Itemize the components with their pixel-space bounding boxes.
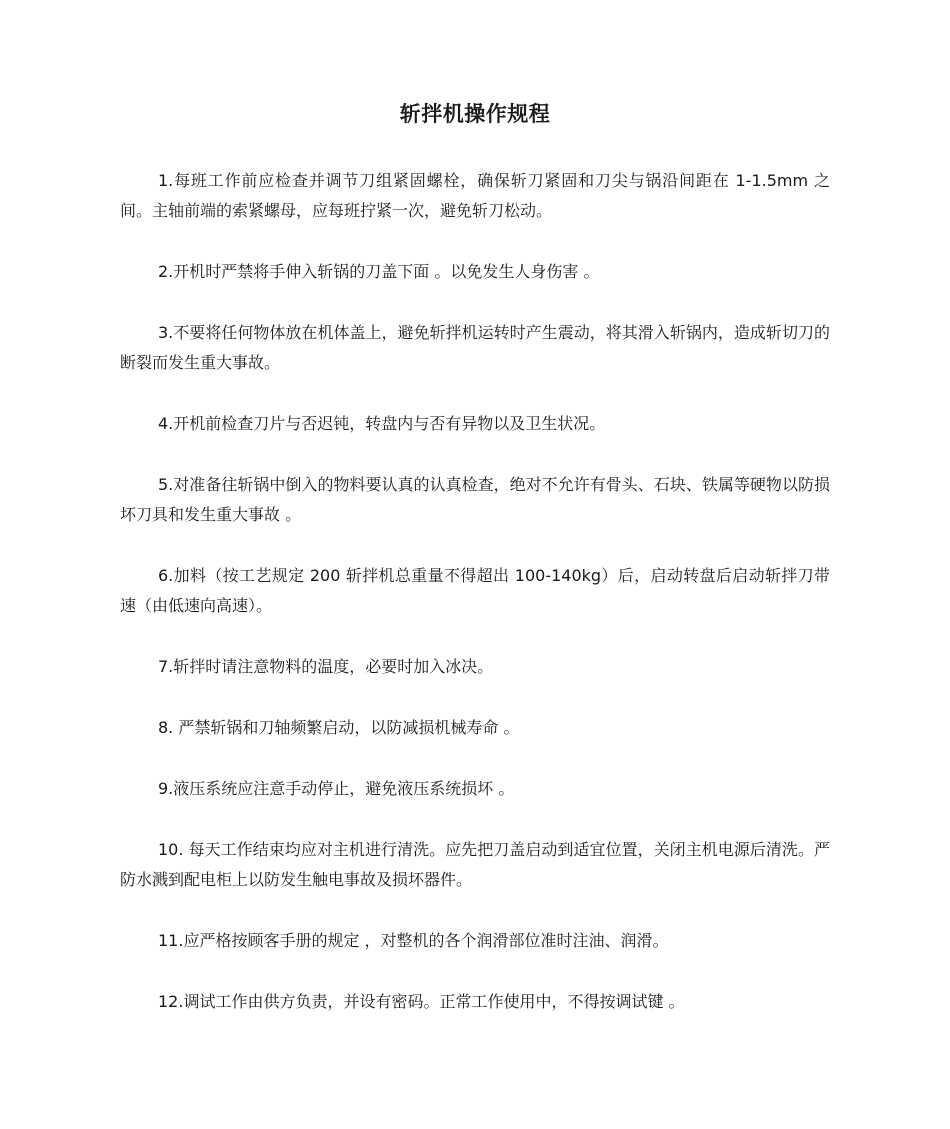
paragraph-11: 11.应严格按顾客手册的规定 ，对整机的各个润滑部位准时注油、润滑。 xyxy=(158,931,669,950)
paragraph-2: 2.开机时严禁将手伸入斩锅的刀盖下面 。以免发生人身伤害 。 xyxy=(158,262,600,281)
paragraph-12: 12.调试工作由供方负责，并设有密码。正常工作使用中，不得按调试键 。 xyxy=(158,992,685,1011)
paragraph-6: 6.加料（按工艺规定 200 斩拌机总重量不得超出 100-140kg）后，启动转盘后启动斩拌刀带速（由低速向高速）。 xyxy=(120,566,830,615)
paragraph-1: 1.每班工作前应检查并调节刀组紧固螺栓，确保斩刀紧固和刀尖与锅沿间距在 1-1.5mm 之间。主轴前端的索紧螺母，应每班拧紧一次，避免斩刀松动。 xyxy=(120,171,830,220)
paragraph-10: 10. 每天工作结束均应对主机进行清洗。应先把刀盖启动到适宜位置，关闭主机电源后清洗。严防水溅到配电柜上以防发生触电事故及损坏器件。 xyxy=(120,840,830,889)
paragraph-9: 9.液压系统应注意手动停止，避免液压系统损坏 。 xyxy=(158,779,515,798)
document-body xyxy=(120,166,830,1048)
paragraph-5: 5.对准备往斩锅中倒入的物料要认真的认真检查，绝对不允许有骨头、石块、铁属等硬物以防损坏刀具和发生重大事故 。 xyxy=(120,475,830,524)
paragraph-7: 7.斩拌时请注意物料的温度，必要时加入冰决。 xyxy=(158,657,494,676)
paragraph-8: 8. 严禁斩锅和刀轴频繁启动，以防减损机械寿命 。 xyxy=(158,718,520,737)
paragraph-3: 3.不要将任何物体放在机体盖上，避免斩拌机运转时产生震动，将其滑入斩锅内，造成斩切刀的断裂而发生重大事故。 xyxy=(120,323,830,372)
paragraph-4: 4.开机前检查刀片与否迟钝，转盘内与否有异物以及卫生状况。 xyxy=(158,414,606,433)
page-title: 斩拌机操作规程 xyxy=(399,102,551,126)
